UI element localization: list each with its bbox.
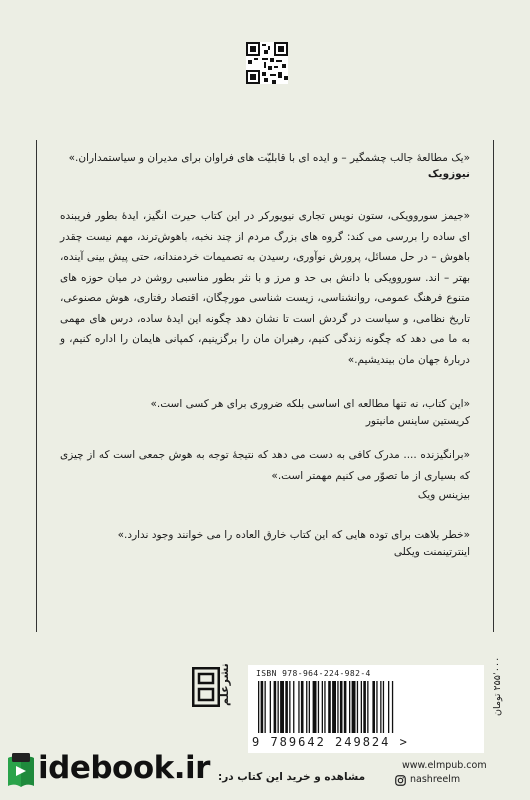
barcode-bar: [340, 681, 343, 733]
barcode-bar: [344, 681, 347, 733]
barcode-bar: [372, 681, 375, 733]
barcode-bar: [352, 681, 356, 733]
qr-code-icon: [246, 42, 288, 84]
barcode-bar: [289, 681, 290, 733]
barcode-bar: [270, 681, 271, 733]
barcode-bar: [278, 681, 279, 733]
barcode-bar: [324, 681, 325, 733]
instagram-handle[interactable]: nashreelm: [410, 774, 461, 785]
barcode-bar: [265, 681, 266, 733]
barcode-bar: [361, 681, 362, 733]
price-label: ۲۵۵٬۰۰۰ تومان: [492, 656, 503, 716]
barcode-icon: [256, 681, 476, 733]
barcode-bar: [380, 681, 381, 733]
barcode-bar: [357, 681, 358, 733]
barcode-bar: [261, 681, 264, 733]
barcode-bar: [318, 681, 319, 733]
quote-text-3: «این کتاب، نه تنها مطالعه ای اساسی بلکه ضروری برای هر کسی است.»: [150, 398, 470, 410]
barcode-bar: [322, 681, 323, 733]
barcode-bar: [392, 681, 393, 733]
website-link[interactable]: www.elmpub.com: [402, 760, 487, 771]
barcode-bar: [285, 681, 288, 733]
barcode-bar: [383, 681, 384, 733]
quote-source-1: نیوزویک: [427, 168, 470, 180]
quote-source-3: کریستین ساینس مانیتور: [365, 415, 470, 427]
quote-source-4: بیزینس ویک: [417, 489, 470, 501]
barcode-bar: [309, 681, 310, 733]
barcode-bar: [293, 681, 294, 733]
quote-text-5: «خطر بلاهت برای توده هایی که این کتاب خارق العاده را می خوانند وجود ندارد.»: [117, 529, 470, 541]
barcode-bar: [280, 681, 284, 733]
barcode-bar: [274, 681, 277, 733]
isbn-digits: 9 789642 249824 >: [252, 735, 409, 749]
barcode-bar: [376, 681, 377, 733]
barcode-bar: [306, 681, 307, 733]
publisher-name: نشرعلم: [218, 663, 231, 706]
quote-text-2: «جیمز سوروویکی، ستون نویس تجاری نیویورکر در این کتاب حیرت انگیز، ایدهٔ بطور فریبنده ای ساده را بررسی می کند: گروه های بزرگ مردم از چند نخبه، باهوش‌ترند، مهم نیست چقدر باهوش – در حل مسائل، پرورش نوآوری، رسیدن به تصمیمات خردمندانه، حتی پیش بینی آینده، بهتر – اند. سوروویکی با دانش بی حد و مرز و با نثر بطور مناسبی روشن در میان حوزه های متنوع فرهنگ عمومی، روانشناسی، زیست شناسی مورچگان، اقتصاد رفتاری، هوش مصنوعی، تاریخ نظامی، و سیاست در گردش است تا نشان دهد چگونه این ایدهٔ ساده، درس های مهمی به ما می دهد که چگونه زندگی کنیم، رهبران مان را برگزینیم، کمپانی هایمان را اداره کنیم، و دربارهٔ جهان مان بیندیشیم.»: [60, 210, 470, 366]
purchase-note: مشاهده و خرید این کتاب در:: [218, 771, 366, 783]
quote-text-1: «یک مطالعهٔ جالب چشمگیر – و ایده ای با قابلیّت های فراوان برای مدیران و سیاستمداران.»: [68, 152, 470, 164]
barcode-bar: [328, 681, 331, 733]
publisher-logo-icon: [192, 667, 220, 707]
barcode-bar: [363, 681, 366, 733]
barcode-bar: [367, 681, 368, 733]
barcode-bar: [298, 681, 299, 733]
watermark-text: idebook.ir: [38, 750, 210, 786]
barcode-bar: [301, 681, 304, 733]
quote-text-4: «برانگیزنده .... مدرک کافی به دست می دهد که نتیجهٔ توجه به هوش جمعی است که از چیزی که بسیاری از ما تصوّر می کنیم مهمتر است.»: [60, 449, 470, 482]
instagram-icon[interactable]: [395, 775, 406, 786]
barcode-bar: [388, 681, 389, 733]
book-icon: [6, 753, 36, 791]
barcode-bar: [349, 681, 350, 733]
isbn-label: ISBN 978-964-224-982-4: [256, 669, 371, 678]
barcode-bar: [337, 681, 338, 733]
barcode-bar: [258, 681, 259, 733]
quote-source-5: اینترتینمنت ویکلی: [393, 546, 470, 558]
barcode-bar: [332, 681, 336, 733]
barcode-bar: [313, 681, 317, 733]
